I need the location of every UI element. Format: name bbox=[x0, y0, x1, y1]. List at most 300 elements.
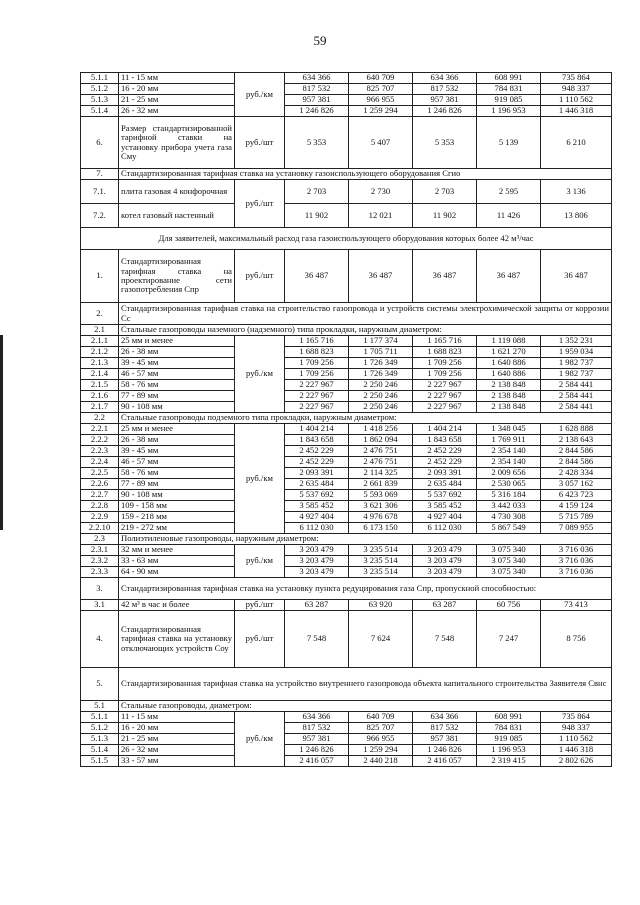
section-text-cell: Стальные газопроводы наземного (надземного) типа прокладки, наружным диаметром: bbox=[119, 325, 612, 336]
tariff-value-cell: 2 703 bbox=[285, 180, 349, 204]
tariff-value-cell: 2 661 839 bbox=[349, 479, 413, 490]
tariff-value-cell: 2 138 848 bbox=[477, 380, 541, 391]
table-row bbox=[81, 250, 612, 303]
tariff-value-cell: 7 548 bbox=[413, 611, 477, 668]
tariff-value-cell: 3 621 306 bbox=[349, 501, 413, 512]
tariff-value-cell: 825 707 bbox=[349, 84, 413, 95]
tariff-value-cell: 3 235 514 bbox=[349, 556, 413, 567]
tariff-value-cell: 5 593 069 bbox=[349, 490, 413, 501]
item-name-cell: 77 - 89 мм bbox=[119, 391, 235, 402]
tariff-value-cell: 5 867 549 bbox=[477, 523, 541, 534]
tariff-value-cell: 2 354 140 bbox=[477, 457, 541, 468]
tariff-value-cell: 1 688 823 bbox=[413, 347, 477, 358]
unit-cell: руб./шт bbox=[235, 611, 285, 668]
unit-cell: руб./шт bbox=[235, 180, 285, 228]
tariff-value-cell: 784 831 bbox=[477, 723, 541, 734]
item-number-cell: 5.1.2 bbox=[81, 84, 119, 95]
item-name-cell: 32 мм и менее bbox=[119, 545, 235, 556]
tariff-value-cell: 2 250 246 bbox=[349, 402, 413, 413]
item-number-cell: 2.2.1 bbox=[81, 424, 119, 435]
item-name-cell: 26 - 38 мм bbox=[119, 435, 235, 446]
tariff-value-cell: 6 112 030 bbox=[413, 523, 477, 534]
tariff-value-cell: 5 316 184 bbox=[477, 490, 541, 501]
item-name-cell: 25 мм и менее bbox=[119, 424, 235, 435]
tariff-value-cell: 2 227 967 bbox=[413, 391, 477, 402]
tariff-value-cell: 2 009 656 bbox=[477, 468, 541, 479]
tariff-value-cell: 2 138 643 bbox=[541, 435, 612, 446]
table-row bbox=[81, 556, 612, 567]
table-row bbox=[81, 369, 612, 380]
tariff-value-cell: 1 259 294 bbox=[349, 745, 413, 756]
tariff-value-cell: 2 476 751 bbox=[349, 446, 413, 457]
item-name-cell: 16 - 20 мм bbox=[119, 84, 235, 95]
item-number-cell: 2. bbox=[81, 303, 119, 325]
tariff-value-cell: 817 532 bbox=[285, 723, 349, 734]
tariff-value-cell: 1 709 256 bbox=[413, 358, 477, 369]
page-number: 59 bbox=[313, 33, 327, 48]
tariff-value-cell: 6 423 723 bbox=[541, 490, 612, 501]
item-number-cell: 4. bbox=[81, 611, 119, 668]
tariff-value-cell: 1 446 318 bbox=[541, 745, 612, 756]
section-text-cell: Стальные газопроводы, диаметром: bbox=[119, 701, 612, 712]
tariff-value-cell: 3 057 162 bbox=[541, 479, 612, 490]
section-text-cell: Стальные газопроводы подземного типа прокладки, наружным диаметром: bbox=[119, 413, 612, 424]
tariff-value-cell: 2 802 626 bbox=[541, 756, 612, 767]
tariff-value-cell: 957 381 bbox=[285, 95, 349, 106]
table-row bbox=[81, 413, 612, 424]
table-row bbox=[81, 424, 612, 435]
tariff-value-cell: 2 416 057 bbox=[285, 756, 349, 767]
tariff-value-cell: 784 831 bbox=[477, 84, 541, 95]
item-name-cell: 64 - 90 мм bbox=[119, 567, 235, 578]
item-name-cell: 219 - 272 мм bbox=[119, 523, 235, 534]
tariff-value-cell: 2 584 441 bbox=[541, 380, 612, 391]
table-row bbox=[81, 600, 612, 611]
item-number-cell: 3. bbox=[81, 578, 119, 600]
unit-cell: руб./км bbox=[235, 712, 285, 767]
item-name-cell: котел газовый настенный bbox=[119, 204, 235, 228]
tariff-value-cell: 6 112 030 bbox=[285, 523, 349, 534]
tariff-value-cell: 2 635 484 bbox=[413, 479, 477, 490]
tariff-value-cell: 3 075 340 bbox=[477, 545, 541, 556]
item-number-cell: 5.1.4 bbox=[81, 745, 119, 756]
tariff-value-cell: 3 585 452 bbox=[285, 501, 349, 512]
tariff-value-cell: 2 703 bbox=[413, 180, 477, 204]
tariff-value-cell: 2 844 586 bbox=[541, 446, 612, 457]
tariff-value-cell: 3 235 514 bbox=[349, 545, 413, 556]
tariff-value-cell: 1 404 214 bbox=[285, 424, 349, 435]
item-name-cell: 21 - 25 мм bbox=[119, 95, 235, 106]
table-row bbox=[81, 668, 612, 701]
tariff-value-cell: 957 381 bbox=[285, 734, 349, 745]
tariff-value-cell: 5 139 bbox=[477, 117, 541, 169]
item-name-cell: 90 - 108 мм bbox=[119, 402, 235, 413]
tariff-value-cell: 948 337 bbox=[541, 84, 612, 95]
tariff-value-cell: 2 093 391 bbox=[285, 468, 349, 479]
item-name-cell: Размер стандартизированной тарифной ставки на установку прибора учета газа Cму bbox=[119, 117, 235, 169]
tariff-value-cell: 2 416 057 bbox=[413, 756, 477, 767]
tariff-value-cell: 919 085 bbox=[477, 734, 541, 745]
table-row bbox=[81, 336, 612, 347]
item-number-cell: 5. bbox=[81, 668, 119, 701]
item-number-cell: 2.2.4 bbox=[81, 457, 119, 468]
tariff-value-cell: 3 716 036 bbox=[541, 567, 612, 578]
tariff-value-cell: 2 354 140 bbox=[477, 446, 541, 457]
table-row bbox=[81, 512, 612, 523]
tariff-value-cell: 634 366 bbox=[285, 712, 349, 723]
tariff-value-cell: 5 537 692 bbox=[285, 490, 349, 501]
tariff-value-cell: 36 487 bbox=[477, 250, 541, 303]
tariff-value-cell: 2 227 967 bbox=[285, 402, 349, 413]
table-row bbox=[81, 347, 612, 358]
tariff-value-cell: 5 353 bbox=[285, 117, 349, 169]
item-name-cell: 39 - 45 мм bbox=[119, 358, 235, 369]
tariff-value-cell: 4 927 404 bbox=[413, 512, 477, 523]
item-name-cell: 16 - 20 мм bbox=[119, 723, 235, 734]
tariff-value-cell: 36 487 bbox=[541, 250, 612, 303]
item-number-cell: 2.1.5 bbox=[81, 380, 119, 391]
item-name-cell: 109 - 158 мм bbox=[119, 501, 235, 512]
item-number-cell: 3.1 bbox=[81, 600, 119, 611]
tariff-value-cell: 1 688 823 bbox=[285, 347, 349, 358]
tariff-value-cell: 1 352 231 bbox=[541, 336, 612, 347]
tariff-value-cell: 1 982 737 bbox=[541, 358, 612, 369]
table-row bbox=[81, 723, 612, 734]
tariff-value-cell: 1 110 562 bbox=[541, 734, 612, 745]
tariff-value-cell: 6 210 bbox=[541, 117, 612, 169]
tariff-value-cell: 1 246 826 bbox=[413, 745, 477, 756]
tariff-value-cell: 3 203 479 bbox=[285, 556, 349, 567]
item-number-cell: 2.1.3 bbox=[81, 358, 119, 369]
item-number-cell: 5.1 bbox=[81, 701, 119, 712]
tariff-value-cell: 11 426 bbox=[477, 204, 541, 228]
table-row bbox=[81, 734, 612, 745]
table-row bbox=[81, 380, 612, 391]
tariff-value-cell: 735 864 bbox=[541, 73, 612, 84]
tariff-value-cell: 2 452 229 bbox=[413, 457, 477, 468]
tariff-value-cell: 3 203 479 bbox=[413, 567, 477, 578]
section-header: Для заявителей, максимальный расход газа газоиспользующего оборудования которых более 42 м³/час bbox=[81, 228, 612, 250]
tariff-value-cell: 1 843 658 bbox=[285, 435, 349, 446]
tariff-value-cell: 60 756 bbox=[477, 600, 541, 611]
item-number-cell: 7.1. bbox=[81, 180, 119, 204]
item-name-cell: плита газовая 4 конфорочная bbox=[119, 180, 235, 204]
tariff-value-cell: 63 920 bbox=[349, 600, 413, 611]
item-number-cell: 5.1.1 bbox=[81, 712, 119, 723]
tariff-value-cell: 608 991 bbox=[477, 73, 541, 84]
item-name-cell: 159 - 218 мм bbox=[119, 512, 235, 523]
tariff-value-cell: 1 246 826 bbox=[285, 106, 349, 117]
item-number-cell: 7.2. bbox=[81, 204, 119, 228]
section-text-cell: Стандартизированная тарифная ставка на устройство внутреннего газопровода объекта капитального строительства Заявителя Cвнс bbox=[119, 668, 612, 701]
item-number-cell: 2.2.10 bbox=[81, 523, 119, 534]
tariff-value-cell: 2 584 441 bbox=[541, 391, 612, 402]
table-row bbox=[81, 303, 612, 325]
tariff-value-cell: 640 709 bbox=[349, 73, 413, 84]
item-number-cell: 2.1.7 bbox=[81, 402, 119, 413]
section-text-cell: Полиэтиленовые газопроводы, наружным диаметром: bbox=[119, 534, 612, 545]
tariff-value-cell: 3 203 479 bbox=[413, 545, 477, 556]
tariff-value-cell: 4 730 308 bbox=[477, 512, 541, 523]
tariff-value-cell: 919 085 bbox=[477, 95, 541, 106]
tariff-value-cell: 1 259 294 bbox=[349, 106, 413, 117]
tariff-value-cell: 2 595 bbox=[477, 180, 541, 204]
tariff-value-cell: 3 136 bbox=[541, 180, 612, 204]
table-row bbox=[81, 712, 612, 723]
tariff-value-cell: 2 250 246 bbox=[349, 380, 413, 391]
tariff-value-cell: 2 227 967 bbox=[285, 380, 349, 391]
table-row bbox=[81, 479, 612, 490]
tariff-value-cell: 966 955 bbox=[349, 95, 413, 106]
tariff-value-cell: 1 246 826 bbox=[285, 745, 349, 756]
tariff-value-cell: 4 927 404 bbox=[285, 512, 349, 523]
tariff-value-cell: 1 110 562 bbox=[541, 95, 612, 106]
tariff-value-cell: 4 159 124 bbox=[541, 501, 612, 512]
tariff-value-cell: 5 407 bbox=[349, 117, 413, 169]
table-row bbox=[81, 756, 612, 767]
tariff-value-cell: 1 177 374 bbox=[349, 336, 413, 347]
tariff-value-cell: 1 196 953 bbox=[477, 745, 541, 756]
item-number-cell: 2.2.9 bbox=[81, 512, 119, 523]
tariff-value-cell: 3 075 340 bbox=[477, 556, 541, 567]
item-name-cell: 26 - 32 мм bbox=[119, 106, 235, 117]
tariff-value-cell: 817 532 bbox=[413, 723, 477, 734]
tariff-value-cell: 7 089 955 bbox=[541, 523, 612, 534]
tariff-value-cell: 1 348 045 bbox=[477, 424, 541, 435]
tariff-value-cell: 2 227 967 bbox=[413, 380, 477, 391]
table-row bbox=[81, 84, 612, 95]
tariff-value-cell: 63 287 bbox=[285, 600, 349, 611]
item-number-cell: 2.3.3 bbox=[81, 567, 119, 578]
tariff-value-cell: 2 319 415 bbox=[477, 756, 541, 767]
table-row bbox=[81, 358, 612, 369]
tariff-value-cell: 36 487 bbox=[285, 250, 349, 303]
item-name-cell: 42 м³ в час и более bbox=[119, 600, 235, 611]
item-name-cell: 25 мм и менее bbox=[119, 336, 235, 347]
item-name-cell: 46 - 57 мм bbox=[119, 457, 235, 468]
scan-edge-mark bbox=[0, 335, 3, 530]
unit-cell: руб./шт bbox=[235, 250, 285, 303]
tariff-value-cell: 1 843 658 bbox=[413, 435, 477, 446]
item-name-cell: 26 - 38 мм bbox=[119, 347, 235, 358]
tariff-value-cell: 12 021 bbox=[349, 204, 413, 228]
tariff-value-cell: 2 730 bbox=[349, 180, 413, 204]
tariff-value-cell: 1 165 716 bbox=[285, 336, 349, 347]
item-name-cell: 90 - 108 мм bbox=[119, 490, 235, 501]
table-row bbox=[81, 501, 612, 512]
tariff-value-cell: 3 716 036 bbox=[541, 545, 612, 556]
item-number-cell: 5.1.5 bbox=[81, 756, 119, 767]
tariff-value-cell: 11 902 bbox=[413, 204, 477, 228]
tariff-value-cell: 1 982 737 bbox=[541, 369, 612, 380]
tariff-value-cell: 2 138 848 bbox=[477, 391, 541, 402]
tariff-value-cell: 1 640 886 bbox=[477, 369, 541, 380]
item-name-cell: Стандартизированная тарифная ставка на проектирование сети газопотребления Cпр bbox=[119, 250, 235, 303]
table-row bbox=[81, 567, 612, 578]
tariff-value-cell: 957 381 bbox=[413, 95, 477, 106]
tariff-value-cell: 817 532 bbox=[285, 84, 349, 95]
tariff-value-cell: 2 452 229 bbox=[413, 446, 477, 457]
tariff-value-cell: 1 726 349 bbox=[349, 358, 413, 369]
item-number-cell: 2.3.2 bbox=[81, 556, 119, 567]
item-name-cell: 58 - 76 мм bbox=[119, 468, 235, 479]
table-row bbox=[81, 468, 612, 479]
tariff-value-cell: 3 075 340 bbox=[477, 567, 541, 578]
tariff-value-cell: 3 203 479 bbox=[285, 545, 349, 556]
tariff-value-cell: 634 366 bbox=[413, 73, 477, 84]
tariff-value-cell: 640 709 bbox=[349, 712, 413, 723]
item-number-cell: 2.3.1 bbox=[81, 545, 119, 556]
table-row bbox=[81, 446, 612, 457]
tariff-value-cell: 634 366 bbox=[413, 712, 477, 723]
tariff-value-cell: 735 864 bbox=[541, 712, 612, 723]
tariff-value-cell: 2 530 065 bbox=[477, 479, 541, 490]
tariff-value-cell: 1 404 214 bbox=[413, 424, 477, 435]
tariff-value-cell: 7 624 bbox=[349, 611, 413, 668]
tariff-value-cell: 1 640 886 bbox=[477, 358, 541, 369]
tariff-value-cell: 1 165 716 bbox=[413, 336, 477, 347]
tariff-value-cell: 1 705 711 bbox=[349, 347, 413, 358]
item-name-cell: 39 - 45 мм bbox=[119, 446, 235, 457]
tariff-value-cell: 966 955 bbox=[349, 734, 413, 745]
item-number-cell: 2.1.1 bbox=[81, 336, 119, 347]
tariff-value-cell: 3 442 033 bbox=[477, 501, 541, 512]
table-row bbox=[81, 73, 612, 84]
tariff-value-cell: 8 756 bbox=[541, 611, 612, 668]
item-name-cell: 33 - 57 мм bbox=[119, 756, 235, 767]
tariff-value-cell: 2 138 848 bbox=[477, 402, 541, 413]
tariff-value-cell: 3 235 514 bbox=[349, 567, 413, 578]
tariff-value-cell: 5 715 789 bbox=[541, 512, 612, 523]
item-name-cell: 11 - 15 мм bbox=[119, 712, 235, 723]
table-row bbox=[81, 490, 612, 501]
tariff-value-cell: 3 585 452 bbox=[413, 501, 477, 512]
tariff-value-cell: 948 337 bbox=[541, 723, 612, 734]
tariff-value-cell: 3 716 036 bbox=[541, 556, 612, 567]
tariff-value-cell: 1 418 256 bbox=[349, 424, 413, 435]
table-row bbox=[81, 457, 612, 468]
tariff-value-cell: 2 440 218 bbox=[349, 756, 413, 767]
tariff-value-cell: 2 476 751 bbox=[349, 457, 413, 468]
tariff-value-cell: 3 203 479 bbox=[413, 556, 477, 567]
item-number-cell: 2.1 bbox=[81, 325, 119, 336]
tariff-value-cell: 1 959 034 bbox=[541, 347, 612, 358]
section-text-cell: Стандартизированная тарифная ставка на установку газоиспользующего оборудования Cгио bbox=[119, 169, 612, 180]
item-number-cell: 5.1.3 bbox=[81, 95, 119, 106]
tariff-value-cell: 63 287 bbox=[413, 600, 477, 611]
table-row bbox=[81, 95, 612, 106]
tariff-value-cell: 2 093 391 bbox=[413, 468, 477, 479]
item-name-cell: 11 - 15 мм bbox=[119, 73, 235, 84]
tariff-value-cell: 1 246 826 bbox=[413, 106, 477, 117]
section-text-cell: Стандартизированная тарифная ставка на строительство газопровода и устройств системы электрохимической защиты от коррозии Cс bbox=[119, 303, 612, 325]
tariff-value-cell: 2 227 967 bbox=[285, 391, 349, 402]
item-number-cell: 2.2.7 bbox=[81, 490, 119, 501]
tariff-value-cell: 817 532 bbox=[413, 84, 477, 95]
table-row bbox=[81, 180, 612, 204]
unit-cell: руб./км bbox=[235, 336, 285, 413]
section-text-cell: Стандартизированная тарифная ставка на установку пункта редуцирования газа Cпр, пропускной способностью: bbox=[119, 578, 612, 600]
tariff-value-cell: 5 353 bbox=[413, 117, 477, 169]
tariff-value-cell: 1 709 256 bbox=[413, 369, 477, 380]
unit-cell: руб./шт bbox=[235, 600, 285, 611]
tariff-value-cell: 2 428 334 bbox=[541, 468, 612, 479]
tariff-value-cell: 2 452 229 bbox=[285, 446, 349, 457]
tariff-value-cell: 1 769 911 bbox=[477, 435, 541, 446]
tariff-value-cell: 4 976 678 bbox=[349, 512, 413, 523]
item-number-cell: 2.1.2 bbox=[81, 347, 119, 358]
table-row bbox=[81, 106, 612, 117]
table-row bbox=[81, 169, 612, 180]
tariff-value-cell: 2 844 586 bbox=[541, 457, 612, 468]
unit-cell: руб./шт bbox=[235, 117, 285, 169]
item-name-cell: 33 - 63 мм bbox=[119, 556, 235, 567]
item-number-cell: 5.1.2 bbox=[81, 723, 119, 734]
item-number-cell: 5.1.3 bbox=[81, 734, 119, 745]
unit-cell: руб./км bbox=[235, 73, 285, 117]
table-row bbox=[81, 204, 612, 228]
tariff-value-cell: 7 548 bbox=[285, 611, 349, 668]
table-row bbox=[81, 228, 612, 250]
item-number-cell: 5.1.4 bbox=[81, 106, 119, 117]
tariff-value-cell: 1 119 088 bbox=[477, 336, 541, 347]
tariff-value-cell: 2 250 246 bbox=[349, 391, 413, 402]
item-number-cell: 5.1.1 bbox=[81, 73, 119, 84]
tariff-value-cell: 6 173 150 bbox=[349, 523, 413, 534]
tariff-value-cell: 1 709 256 bbox=[285, 369, 349, 380]
item-number-cell: 6. bbox=[81, 117, 119, 169]
item-number-cell: 2.2.5 bbox=[81, 468, 119, 479]
tariff-table bbox=[80, 72, 612, 767]
table-row bbox=[81, 545, 612, 556]
tariff-value-cell: 13 806 bbox=[541, 204, 612, 228]
tariff-value-cell: 36 487 bbox=[413, 250, 477, 303]
tariff-value-cell: 1 621 270 bbox=[477, 347, 541, 358]
table-row bbox=[81, 391, 612, 402]
tariff-value-cell: 825 707 bbox=[349, 723, 413, 734]
tariff-value-cell: 634 366 bbox=[285, 73, 349, 84]
tariff-value-cell: 2 452 229 bbox=[285, 457, 349, 468]
tariff-value-cell: 1 862 094 bbox=[349, 435, 413, 446]
table-row bbox=[81, 117, 612, 169]
tariff-value-cell: 2 635 484 bbox=[285, 479, 349, 490]
item-number-cell: 1. bbox=[81, 250, 119, 303]
unit-cell: руб./км bbox=[235, 424, 285, 534]
tariff-value-cell: 957 381 bbox=[413, 734, 477, 745]
item-number-cell: 2.1.4 bbox=[81, 369, 119, 380]
table-row bbox=[81, 611, 612, 668]
tariff-value-cell: 2 227 967 bbox=[413, 402, 477, 413]
item-number-cell: 2.2.6 bbox=[81, 479, 119, 490]
tariff-value-cell: 1 446 318 bbox=[541, 106, 612, 117]
tariff-value-cell: 608 991 bbox=[477, 712, 541, 723]
table-row bbox=[81, 578, 612, 600]
tariff-value-cell: 2 584 441 bbox=[541, 402, 612, 413]
tariff-value-cell: 36 487 bbox=[349, 250, 413, 303]
tariff-value-cell: 1 726 349 bbox=[349, 369, 413, 380]
table-row bbox=[81, 745, 612, 756]
item-number-cell: 2.1.6 bbox=[81, 391, 119, 402]
table-row bbox=[81, 523, 612, 534]
tariff-value-cell: 1 628 888 bbox=[541, 424, 612, 435]
item-number-cell: 2.2.8 bbox=[81, 501, 119, 512]
item-name-cell: 58 - 76 мм bbox=[119, 380, 235, 391]
item-number-cell: 2.3 bbox=[81, 534, 119, 545]
tariff-value-cell: 7 247 bbox=[477, 611, 541, 668]
item-number-cell: 2.2 bbox=[81, 413, 119, 424]
tariff-value-cell: 5 537 692 bbox=[413, 490, 477, 501]
tariff-value-cell: 3 203 479 bbox=[285, 567, 349, 578]
